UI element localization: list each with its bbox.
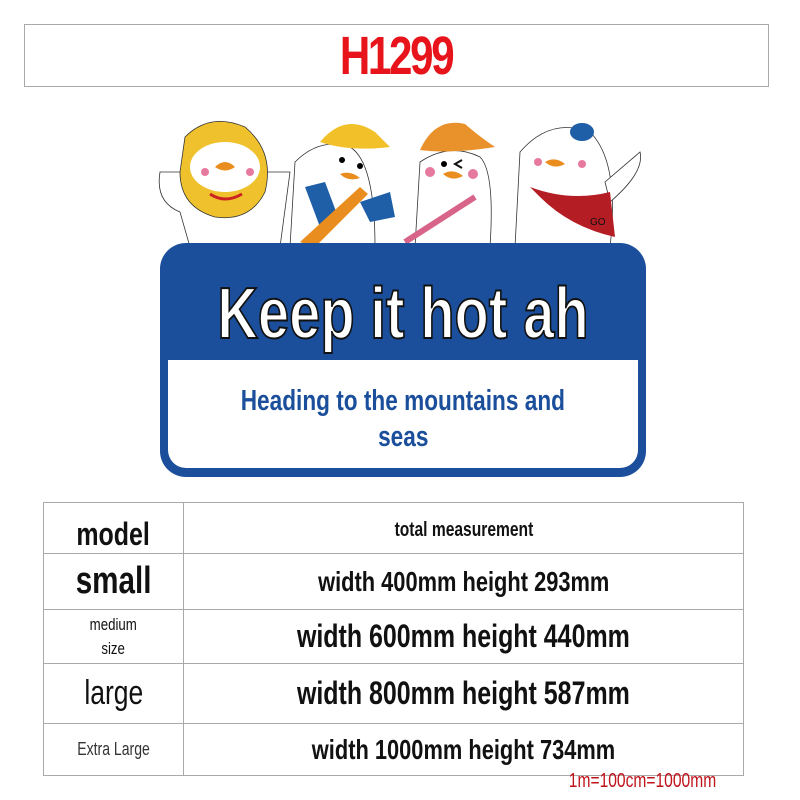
- duck-yellow-hat: [290, 124, 395, 247]
- size-table: [43, 502, 744, 776]
- table-row: [44, 664, 744, 724]
- scarf-text: GO: [590, 217, 606, 228]
- duck-orange-hat: [405, 123, 495, 247]
- model-medium-line2: size: [101, 638, 126, 658]
- model-medium-line1: medium: [89, 614, 138, 634]
- model-small: small: [75, 560, 152, 602]
- headline: [160, 273, 646, 355]
- title-box: [24, 24, 769, 87]
- footnote-text: 1m=100cm=1000mm: [568, 770, 717, 792]
- header-measurement: total measurement: [394, 519, 533, 541]
- duck-blue-cap: [515, 123, 641, 247]
- size-small: width 400mm height 293mm: [317, 565, 610, 597]
- size-large: width 800mm height 587mm: [297, 675, 630, 711]
- subtitle-line1: Heading to the mountains and: [240, 385, 566, 417]
- duck-illustration: [150, 112, 650, 247]
- header-model: model: [76, 516, 151, 552]
- subtitle-line2: seas: [377, 421, 429, 453]
- model-large: large: [84, 674, 143, 712]
- model-extra-large: Extra Large: [77, 739, 150, 759]
- size-medium: width 600mm height 440mm: [297, 618, 630, 654]
- size-extra-large: width 1000mm height 734mm: [311, 733, 616, 765]
- subtitle: [160, 383, 646, 455]
- table-row: [44, 610, 744, 664]
- table-row: [44, 724, 744, 776]
- headline-text: Keep it hot ah: [217, 274, 589, 354]
- duck-yellow-hood: [159, 121, 290, 247]
- unit-footnote: [548, 770, 737, 793]
- sign-board: [160, 243, 646, 477]
- table-header-row: [44, 503, 744, 554]
- table-row: [44, 554, 744, 610]
- product-code: H1299: [340, 25, 453, 86]
